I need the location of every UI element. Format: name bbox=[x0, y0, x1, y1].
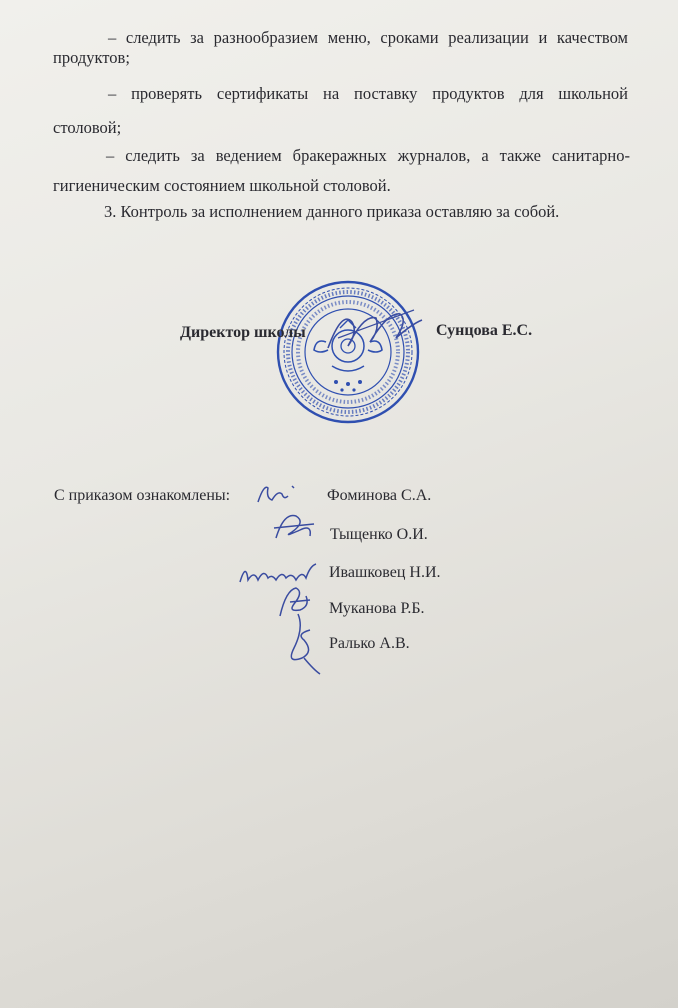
employee-name-2: Тыщенко О.И. bbox=[330, 526, 428, 543]
signature-1 bbox=[254, 478, 304, 508]
employee-name-3: Ивашковец Н.И. bbox=[329, 564, 441, 581]
item2-line1: – проверять сертификаты на поставку продуктов для школьной bbox=[108, 84, 628, 103]
point-3: 3. Контроль за исполнением данного приказа оставляю за собой. bbox=[104, 202, 560, 221]
director-title: Директор школы bbox=[180, 324, 306, 341]
signature-2 bbox=[270, 508, 320, 544]
item1-line1: – следить за разнообразием меню, сроками реализации и качеством bbox=[108, 28, 628, 47]
signature-5 bbox=[274, 608, 334, 678]
acquaint-label: С приказом ознакомлены: bbox=[54, 487, 231, 504]
item3-line1: – следить за ведением бракеражных журналов, а также санитарно- bbox=[106, 146, 630, 165]
employee-name-5: Ралько А.В. bbox=[329, 635, 410, 652]
employee-name-1: Фоминова С.А. bbox=[327, 487, 432, 504]
employee-name-4: Муканова Р.Б. bbox=[329, 600, 425, 617]
director-signature bbox=[318, 300, 428, 360]
item1-line2: продуктов; bbox=[53, 48, 130, 67]
item3-line2: гигиеническим состоянием школьной столовой. bbox=[53, 176, 391, 195]
director-name: Сунцова Е.С. bbox=[436, 322, 533, 339]
item2-line2: столовой; bbox=[53, 118, 122, 137]
